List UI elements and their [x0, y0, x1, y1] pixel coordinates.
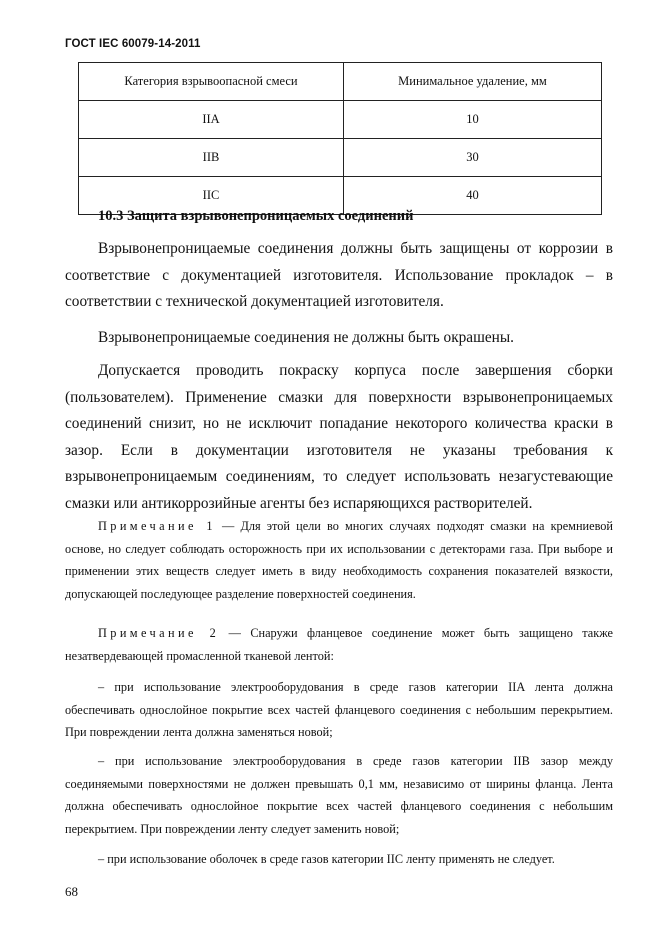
section-title: 10.3 Защита взрывонепроницаемых соединений	[98, 208, 414, 224]
page-number: 68	[65, 884, 78, 899]
paragraph	[65, 358, 613, 517]
paragraph-text: Взрывонепроницаемые соединения не должны быть окрашены.	[98, 329, 514, 346]
table-cell-distance: 30	[344, 139, 602, 177]
list-item	[65, 750, 613, 840]
paragraph	[65, 325, 613, 352]
list-item-text: – при использование электрооборудования в среде газов категории IIB зазор между соединяемыми поверхностями не должен превышать 0,1 мм, независимо от ширины фланца. Лента должна обеспечивать однослойное покрытие всех частей фланцевого соединения с небольшим перекрытием. При повреждении ленту следует заменить новой;	[65, 754, 613, 836]
note-dash: —	[222, 519, 235, 533]
paragraph-text: Взрывонепроницаемые соединения должны быть защищены от коррозии в соответствие с документацией изготовителя. Использование прокладок – в соответствии с технической документацией изготовителя.	[65, 240, 613, 310]
table-cell-category: IIC	[79, 177, 344, 215]
note-dash: —	[228, 626, 241, 640]
note-label: Примечание 1	[98, 519, 216, 533]
category-distance-table	[78, 62, 602, 215]
paragraph	[65, 236, 613, 316]
table-header-row	[79, 63, 602, 101]
list-item	[65, 848, 613, 871]
column-header-category: Категория взрывоопасной смеси	[79, 63, 344, 101]
list-item-text: – при использование оболочек в среде газов категории IIC ленту применять не следует.	[98, 852, 555, 866]
column-header-distance: Минимальное удаление, мм	[344, 63, 602, 101]
table-cell-category: IIA	[79, 101, 344, 139]
table-cell-distance: 10	[344, 101, 602, 139]
document-code-header: ГОСТ IEC 60079-14-2011	[65, 38, 201, 50]
paragraph-text: Допускается проводить покраску корпуса после завершения сборки (пользователем). Применение смазки для поверхности взрывонепроницаемых соединений снизит, но не исключит попадание некоторого количества краски в зазор. Если в документации изготовителя не указаны требования к взрывонепроницаемым соединениям, то следует использовать незагустевающие смазки или антикоррозийные агенты без испаряющихся растворителей.	[65, 362, 613, 512]
table-row	[79, 139, 602, 177]
table-row	[79, 101, 602, 139]
note-text: Для этой цели во многих случаях подходят смазки на кремниевой основе, но следует соблюдать осторожность при их использовании с детекторами газа. При выборе и применении этих веществ следует иметь в виду необходимость сохранения показателей вязкости, допускающей последующее разделение поверхностей соединения.	[65, 519, 614, 601]
note-text: Снаружи фланцевое соединение может быть защищено также незатвердевающей промасленной тканевой лентой:	[65, 626, 614, 663]
note	[65, 622, 613, 667]
note	[65, 515, 613, 605]
note-label: Примечание 2	[98, 626, 220, 640]
list-item-text: – при использование электрооборудования в среде газов категории IIA лента должна обеспечивать однослойное покрытие всех частей фланцевого соединения с небольшим перекрытием. При повреждении лента должна заменяться новой;	[65, 680, 613, 739]
table-cell-distance: 40	[344, 177, 602, 215]
list-item	[65, 676, 613, 744]
table-cell-category: IIB	[79, 139, 344, 177]
